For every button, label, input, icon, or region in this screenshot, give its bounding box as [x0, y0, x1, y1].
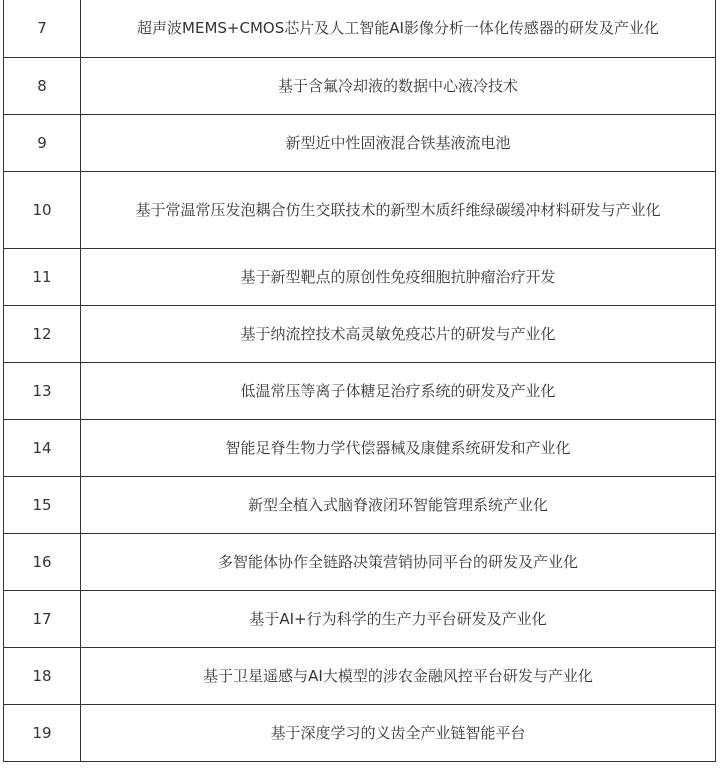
row-number: 16 — [4, 533, 81, 590]
table-row — [4, 704, 716, 761]
project-title: 基于常温常压发泡耦合仿生交联技术的新型木质纤维绿碳缓冲材料研发与产业化 — [81, 171, 716, 248]
table-row — [4, 305, 716, 362]
project-title: 新型近中性固液混合铁基液流电池 — [81, 114, 716, 171]
table-row — [4, 0, 716, 57]
row-number: 13 — [4, 362, 81, 419]
row-number: 7 — [4, 0, 81, 57]
row-number: 8 — [4, 57, 81, 114]
table-row — [4, 114, 716, 171]
project-title: 智能足脊生物力学代偿器械及康健系统研发和产业化 — [81, 419, 716, 476]
project-title: 新型全植入式脑脊液闭环智能管理系统产业化 — [81, 476, 716, 533]
table-row — [4, 248, 716, 305]
project-title: 基于深度学习的义齿全产业链智能平台 — [81, 704, 716, 761]
project-table — [3, 0, 716, 762]
project-title: 基于AI+行为科学的生产力平台研发及产业化 — [81, 590, 716, 647]
row-number: 12 — [4, 305, 81, 362]
project-title: 基于含氟冷却液的数据中心液冷技术 — [81, 57, 716, 114]
table-row — [4, 647, 716, 704]
row-number: 18 — [4, 647, 81, 704]
table-row — [4, 419, 716, 476]
row-number: 9 — [4, 114, 81, 171]
row-number: 17 — [4, 590, 81, 647]
row-number: 11 — [4, 248, 81, 305]
project-title: 多智能体协作全链路决策营销协同平台的研发及产业化 — [81, 533, 716, 590]
row-number: 19 — [4, 704, 81, 761]
project-title: 低温常压等离子体糖足治疗系统的研发及产业化 — [81, 362, 716, 419]
table-row — [4, 171, 716, 248]
row-number: 10 — [4, 171, 81, 248]
table-row — [4, 362, 716, 419]
project-title: 超声波MEMS+CMOS芯片及人工智能AI影像分析一体化传感器的研发及产业化 — [81, 0, 716, 57]
table-row — [4, 590, 716, 647]
table-row — [4, 533, 716, 590]
row-number: 14 — [4, 419, 81, 476]
row-number: 15 — [4, 476, 81, 533]
project-title: 基于新型靶点的原创性免疫细胞抗肿瘤治疗开发 — [81, 248, 716, 305]
project-title: 基于纳流控技术高灵敏免疫芯片的研发与产业化 — [81, 305, 716, 362]
table-row — [4, 57, 716, 114]
table-row — [4, 476, 716, 533]
project-title: 基于卫星遥感与AI大模型的涉农金融风控平台研发与产业化 — [81, 647, 716, 704]
